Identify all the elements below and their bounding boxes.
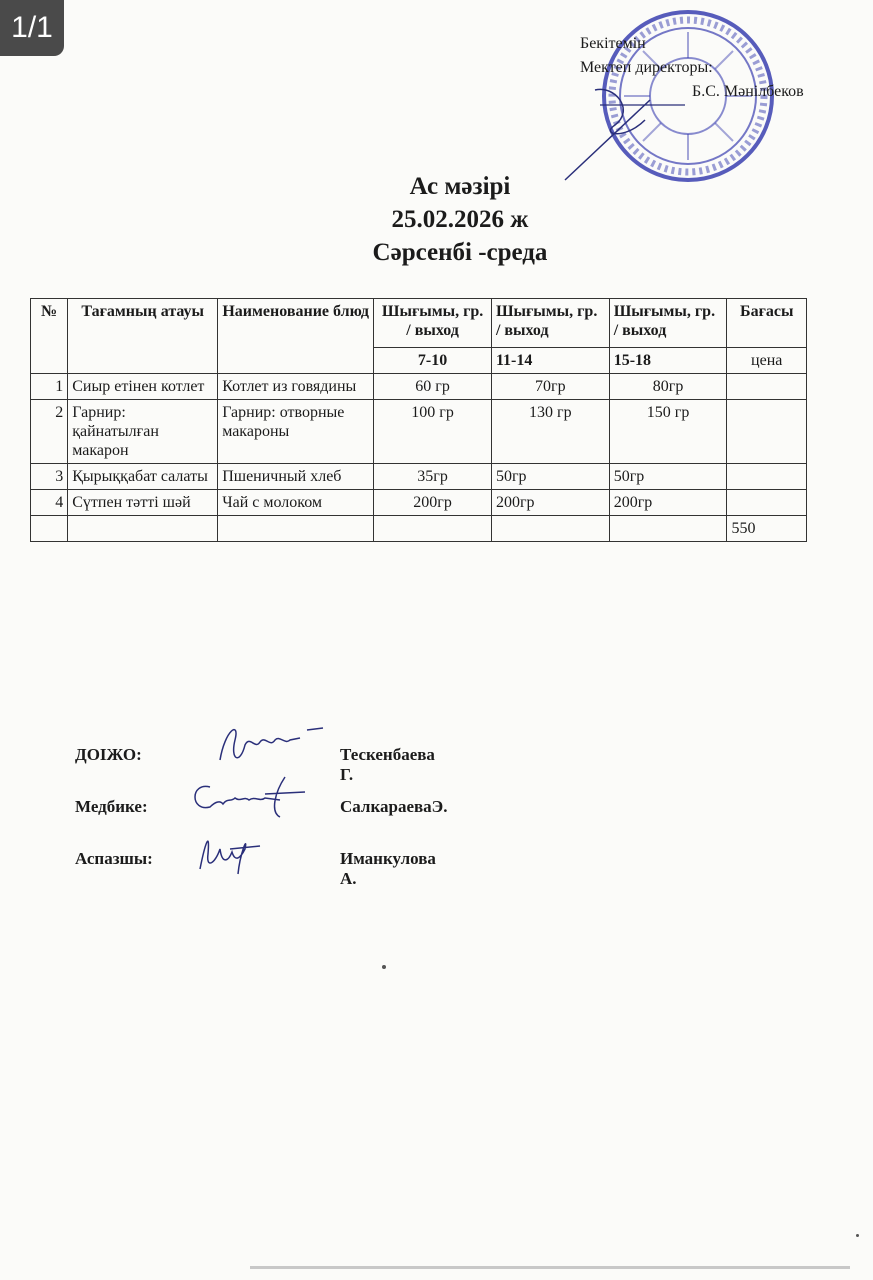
signature-role: Медбике: — [75, 797, 148, 816]
header-name-kz: Тағамның атауы — [68, 299, 218, 374]
row-qty-3: 200гр — [609, 490, 727, 516]
menu-title — [280, 170, 640, 269]
signature-name: Тескенбаева Г. — [340, 745, 435, 784]
row-name-ru: Котлет из говядины — [218, 374, 374, 400]
header-qty-1: Шығымы, гр. / выход — [374, 299, 492, 348]
total-empty — [374, 516, 492, 542]
handwritten-signature — [190, 824, 270, 879]
row-num: 4 — [31, 490, 68, 516]
row-qty-1: 35гр — [374, 464, 492, 490]
row-qty-2: 50гр — [491, 464, 609, 490]
row-num: 2 — [31, 400, 68, 464]
title-date: 25.02.2026 ж — [391, 206, 529, 233]
header-qty-2: Шығымы, гр. / выход — [491, 299, 609, 348]
row-qty-1: 60 гр — [374, 374, 492, 400]
total-empty — [491, 516, 609, 542]
header-age-2: 11-14 — [491, 348, 609, 374]
signature-name: СалкараеваЭ. — [340, 797, 448, 816]
total-empty — [31, 516, 68, 542]
table-row — [31, 490, 807, 516]
row-qty-3: 50гр — [609, 464, 727, 490]
row-name-kz: Қырыққабат салаты — [68, 464, 218, 490]
handwritten-signature — [215, 720, 325, 770]
approval-line-2: Мектеп директоры: — [580, 59, 713, 76]
header-price-kz: Бағасы — [727, 299, 807, 348]
row-qty-1: 100 гр — [374, 400, 492, 464]
row-price — [727, 374, 807, 400]
header-num: № — [31, 299, 68, 374]
total-price: 550 — [727, 516, 807, 542]
row-qty-2: 130 гр — [491, 400, 609, 464]
menu-table — [30, 298, 807, 542]
total-empty — [218, 516, 374, 542]
row-name-kz: Сүтпен тәтті шәй — [68, 490, 218, 516]
paper-speck — [382, 965, 386, 969]
row-price — [727, 490, 807, 516]
title-weekday: Сәрсенбі -среда — [372, 239, 548, 266]
header-price-ru: цена — [727, 348, 807, 374]
signature-role: Аспазшы: — [75, 849, 153, 868]
signature-role: ДОІЖО: — [75, 745, 142, 764]
title-line-1: Ас мәзірі — [409, 173, 511, 200]
total-row — [31, 516, 807, 542]
total-empty — [609, 516, 727, 542]
row-name-ru: Пшеничный хлеб — [218, 464, 374, 490]
row-name-kz: Гарнир: қайнатылған макарон — [68, 400, 218, 464]
row-qty-1: 200гр — [374, 490, 492, 516]
approval-line-3: Б.С. Мәнілбеков — [692, 83, 804, 100]
row-num: 3 — [31, 464, 68, 490]
page-edge-shadow — [250, 1266, 850, 1269]
handwritten-signature — [185, 772, 315, 822]
table-row — [31, 374, 807, 400]
row-price — [727, 400, 807, 464]
header-name-ru: Наименование блюд — [218, 299, 374, 374]
header-age-3: 15-18 — [609, 348, 727, 374]
row-qty-3: 150 гр — [609, 400, 727, 464]
page-counter: 1/1 — [0, 0, 64, 56]
signature-name: Иманкулова А. — [340, 849, 436, 888]
row-name-kz: Сиыр етінен котлет — [68, 374, 218, 400]
row-price — [727, 464, 807, 490]
row-qty-2: 200гр — [491, 490, 609, 516]
header-age-1: 7-10 — [374, 348, 492, 374]
table-row — [31, 464, 807, 490]
row-name-ru: Гарнир: отворные макароны — [218, 400, 374, 464]
approval-line-1: Бекітемін — [580, 35, 646, 52]
table-row — [31, 400, 807, 464]
row-qty-2: 70гр — [491, 374, 609, 400]
row-num: 1 — [31, 374, 68, 400]
row-name-ru: Чай с молоком — [218, 490, 374, 516]
paper-speck — [856, 1234, 859, 1237]
total-empty — [68, 516, 218, 542]
row-qty-3: 80гр — [609, 374, 727, 400]
header-qty-3: Шығымы, гр. / выход — [609, 299, 727, 348]
